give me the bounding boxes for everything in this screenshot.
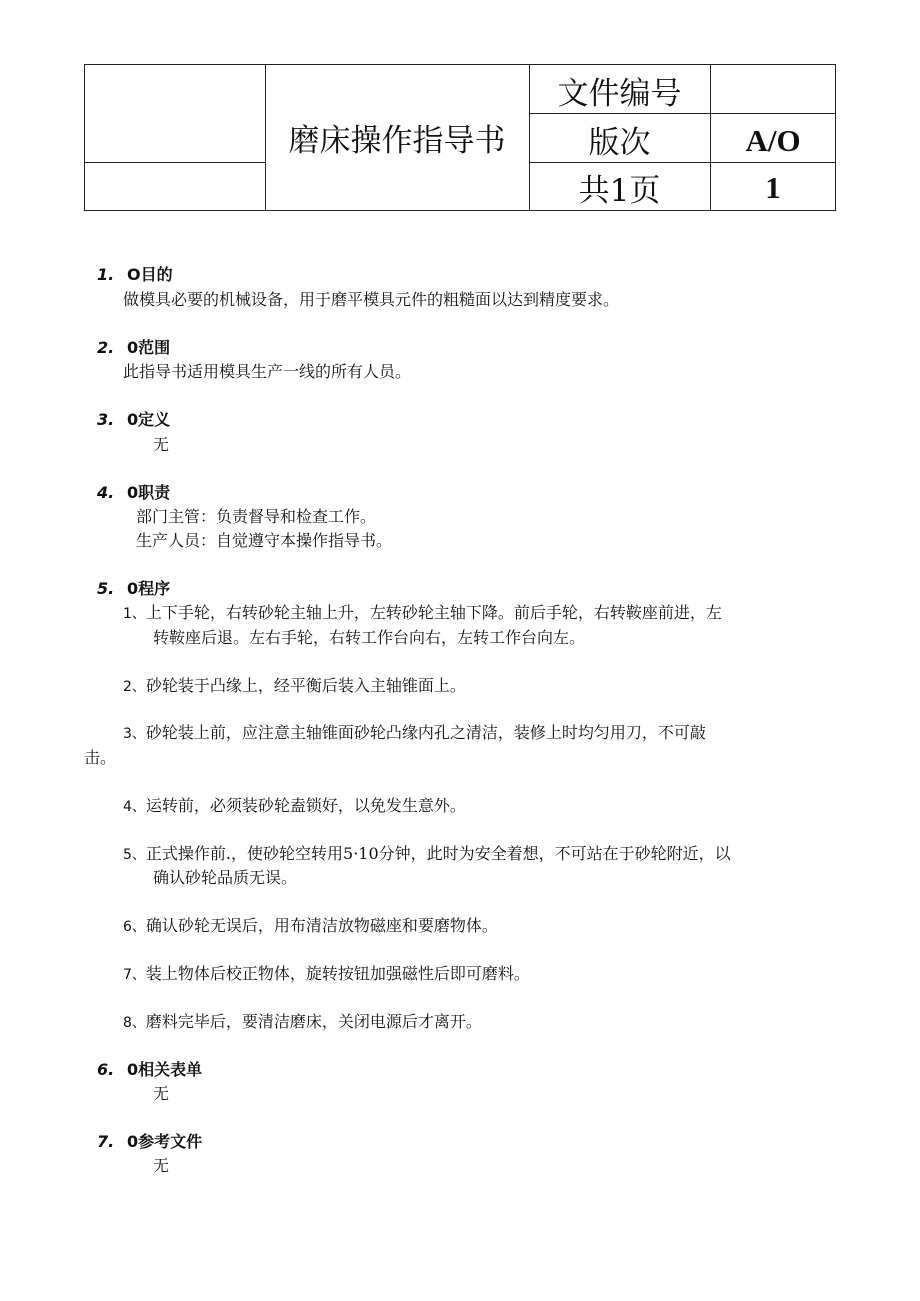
section-heading: 2. 0范围 bbox=[97, 338, 171, 357]
procedure-step: 7、装上物体后校正物体，旋转按钮加强磁性后即可磨料。 bbox=[123, 964, 530, 983]
section-text: 无 bbox=[153, 1156, 170, 1175]
procedure-step: 4、运转前，必须装砂轮盍锁好，以免发生意外。 bbox=[123, 796, 466, 815]
page-number-value: 1 bbox=[765, 169, 781, 205]
document-header-table bbox=[84, 64, 836, 211]
procedure-step: 8、磨料完毕后，要清洁磨床，关闭电源后才离开。 bbox=[123, 1012, 482, 1031]
procedure-step-continuation: 确认砂轮品质无误。 bbox=[153, 868, 298, 887]
procedure-step: 2、砂轮装于凸缘上，经平衡后装入主轴锥面上。 bbox=[123, 676, 466, 695]
section-text: 此指导书适用模具生产一线的所有人员。 bbox=[123, 362, 412, 381]
procedure-step: 3、砂轮装上前，应注意主轴锥面砂轮凸缘内孔之清洁，装修上时均匀用刀，不可敲 bbox=[123, 723, 706, 742]
procedure-step-continuation: 击。 bbox=[84, 748, 117, 767]
doc-number-label: 文件编号 bbox=[557, 76, 682, 112]
procedure-step: 6、确认砂轮无误后，用布清洁放物磁座和要磨物体。 bbox=[123, 916, 498, 935]
section-heading: 7. 0参考文件 bbox=[97, 1132, 203, 1151]
section-text: 无 bbox=[153, 435, 170, 454]
version-label: 版次 bbox=[588, 125, 651, 161]
section-heading: 3. 0定义 bbox=[97, 410, 171, 429]
section-text: 做模具必要的机械设备，用于磨平模具元件的粗糙面以达到精度要求。 bbox=[123, 290, 620, 309]
doc-number-value bbox=[710, 64, 836, 113]
procedure-step: 5、正式操作前.，使砂轮空转用5·10分钟，此时为安全着想，不可站在于砂轮附近，以 bbox=[123, 844, 731, 863]
section-text: 部门主管：负责督导和检查工作。 bbox=[136, 507, 377, 526]
section-heading: 4. 0职责 bbox=[97, 483, 171, 502]
section-heading: 5. 0程序 bbox=[97, 579, 171, 598]
section-heading: 1. O目的 bbox=[97, 265, 173, 284]
document-title: 磨床操作指导书 bbox=[288, 123, 506, 159]
section-text: 无 bbox=[153, 1084, 170, 1103]
page-count-label: 共1页 bbox=[578, 173, 661, 209]
procedure-step: 1、上下手轮，右转砂轮主轴上升，左转砂轮主轴下降。前后手轮，右转鞍座前进，左 bbox=[123, 603, 722, 622]
header-divider bbox=[84, 162, 265, 163]
procedure-step-continuation: 转鞍座后退。左右手轮，右转工作台向右，左转工作台向左。 bbox=[153, 628, 586, 647]
section-text: 生产人员：自觉遵守本操作指导书。 bbox=[136, 531, 393, 550]
version-value: A/O bbox=[745, 122, 801, 158]
section-heading: 6. 0相关表单 bbox=[97, 1060, 203, 1079]
